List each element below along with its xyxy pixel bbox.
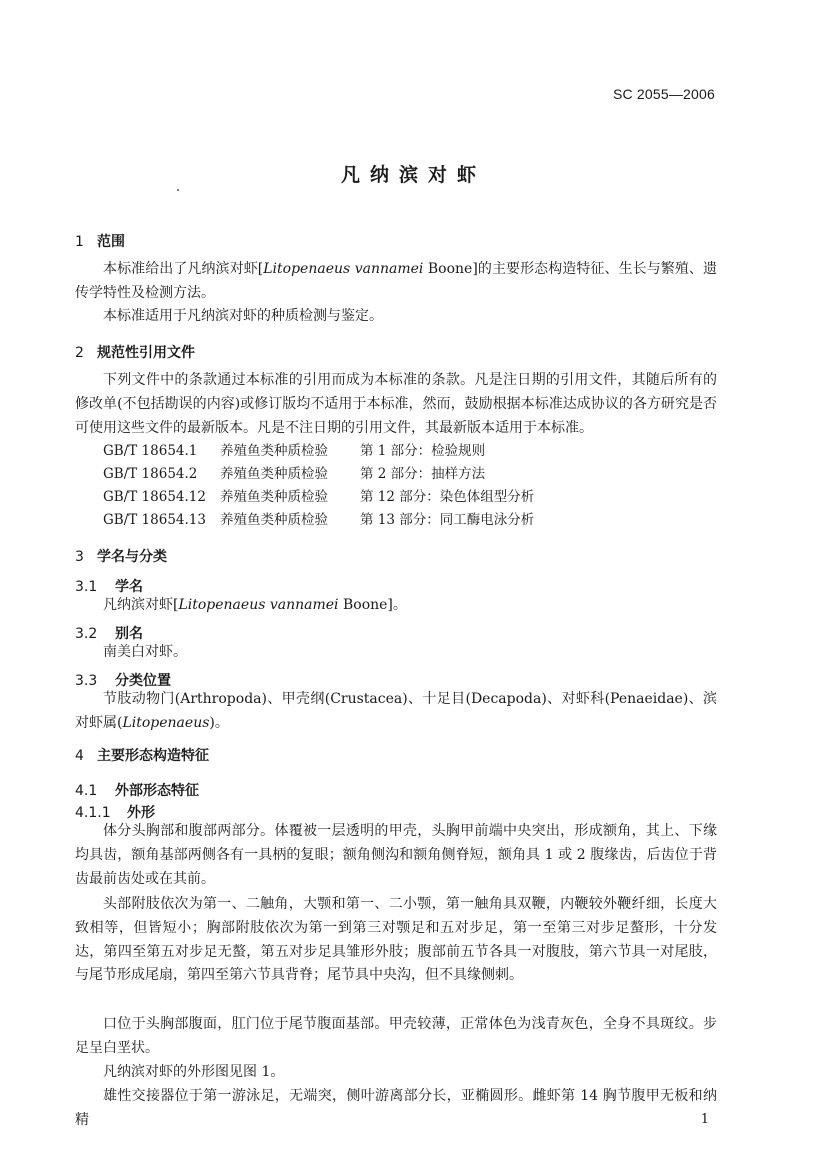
paragraph-figure-ref: 凡纳滨对虾的外形图见图 1。	[103, 1064, 285, 1080]
reference-code: GB/T 18654.1	[103, 443, 198, 459]
subsection-4-1-1-heading	[75, 802, 155, 822]
subsection-3-3-heading	[75, 670, 171, 690]
reference-item	[103, 462, 485, 482]
reference-part: 第 2 部分：抽样方法	[360, 466, 486, 482]
section-title: 主要形态构造特征	[97, 748, 209, 764]
subsection-3-1-heading	[75, 576, 143, 596]
subsection-number: 4.1.1	[75, 805, 111, 821]
subsection-title: 外形	[127, 805, 155, 821]
subsection-number: 3.1	[75, 579, 98, 595]
reference-code: GB/T 18654.13	[103, 512, 206, 528]
subsection-3-2-heading	[75, 623, 143, 643]
reference-title: 养殖鱼类种质检验	[220, 466, 328, 482]
scan-speck	[177, 189, 179, 191]
paragraph-copulatory-organ: 雄性交接器位于第一游泳足，无端突，侧叶游离部分长，亚椭圆形。雌虾第 14 胸节腹甲无板和纳精	[75, 1088, 717, 1128]
paragraph-outer-shape: 体分头胸部和腹部两部分。体覆被一层透明的甲壳，头胸甲前端中央突出，形成额角，其上、下缘均具齿，额角基部两侧各有一具柄的复眼；额角侧沟和额角侧脊短，额角具 1 或 2 腹缘齿，后齿位于背齿最前齿处或在其前。	[75, 823, 717, 887]
subsection-3-2-text: 南美白对虾。	[103, 644, 187, 660]
section-1-paragraph-2: 本标准适用于凡纳滨对虾的种质检测与鉴定。	[103, 308, 383, 324]
subsection-number: 4.1	[75, 783, 98, 799]
section-number: 2	[75, 345, 84, 361]
standard-number: SC 2055—2006	[612, 86, 715, 102]
section-title: 学名与分类	[97, 549, 167, 565]
subsection-title: 分类位置	[115, 673, 171, 689]
reference-title: 养殖鱼类种质检验	[220, 443, 328, 459]
reference-title: 养殖鱼类种质检验	[220, 489, 328, 505]
text-run: 节肢动物门(Arthropoda)、甲壳纲(Crustacea)、十足目(Decapoda)、对虾科(Penaeidae)、滨对虾属(	[75, 691, 717, 731]
text-run: )。	[209, 714, 229, 731]
section-number: 1	[75, 234, 84, 250]
reference-code: GB/T 18654.2	[103, 466, 198, 482]
subsection-3-3-text	[75, 688, 717, 736]
subsection-number: 3.2	[75, 626, 98, 642]
text-run: Boone]的主要形态构造特征、生长与繁殖、遗传学特性及检测方法。	[75, 261, 717, 301]
text-run: 本标准给出了凡纳滨对虾[	[103, 261, 264, 277]
section-number: 4	[75, 748, 84, 764]
reference-code: GB/T 18654.12	[103, 489, 206, 505]
document-title: 凡纳滨对虾	[340, 164, 486, 186]
subsection-number: 3.3	[75, 673, 98, 689]
section-title: 规范性引用文件	[97, 345, 195, 361]
section-2-heading	[75, 342, 195, 362]
subsection-title: 外部形态特征	[115, 783, 199, 799]
section-3-heading	[75, 546, 167, 566]
subsection-title: 学名	[115, 579, 143, 595]
reference-item	[103, 508, 534, 528]
reference-item	[103, 439, 485, 459]
latin-name: Litopenaeus	[122, 714, 210, 731]
subsection-3-1-text	[75, 594, 717, 618]
latin-name: Litopenaeus vannamei	[178, 597, 339, 613]
page-number: 1	[700, 1112, 709, 1127]
section-2-paragraph-1: 下列文件中的条款通过本标准的引用而成为本标准的条款。凡是注日期的引用文件，其随后所有的修改单(不包括勘误的内容)或修订版均不适用于本标准，然而，鼓励根据本标准达成协议的各方研究是否可使用这些文件的最新版本。凡是不注日期的引用文件，其最新版本适用于本标准。	[75, 372, 717, 436]
reference-part: 第 12 部分：染色体组型分析	[360, 489, 535, 505]
subsection-4-1-heading	[75, 780, 199, 800]
latin-name: Litopenaeus vannamei	[263, 261, 424, 277]
reference-item	[103, 485, 534, 505]
reference-part: 第 1 部分：检验规则	[360, 443, 486, 459]
reference-title: 养殖鱼类种质检验	[220, 512, 328, 528]
text-run: Boone]。	[338, 597, 407, 613]
paragraph-appendages: 头部附肢依次为第一、二触角，大颚和第一、二小颚，第一触角具双鞭，内鞭较外鞭纤细，长度大致相等，但皆短小；胸部附肢依次为第一到第三对颚足和五对步足，第一至第三对步足螯形，十分发达，第四至第五对步足无螯，第五对步足具雏形外肢；腹部前五节各具一对腹肢，第六节具一对尾肢，与尾节形成尾扇，第四至第六节具背脊；尾节具中央沟，但不具缘侧刺。	[75, 896, 717, 984]
reference-part: 第 13 部分：同工酶电泳分析	[360, 512, 535, 528]
paragraph-body-color: 口位于头胸部腹面，肛门位于尾节腹面基部。甲壳较薄，正常体色为浅青灰色，全身不具斑纹。步足呈白垩状。	[75, 1016, 717, 1056]
section-number: 3	[75, 549, 84, 565]
section-title: 范围	[97, 234, 125, 250]
section-4-heading	[75, 745, 209, 765]
section-1-heading	[75, 231, 125, 251]
text-run: 凡纳滨对虾[	[103, 597, 179, 613]
section-1-paragraph-1	[75, 258, 717, 306]
subsection-title: 别名	[115, 626, 143, 642]
